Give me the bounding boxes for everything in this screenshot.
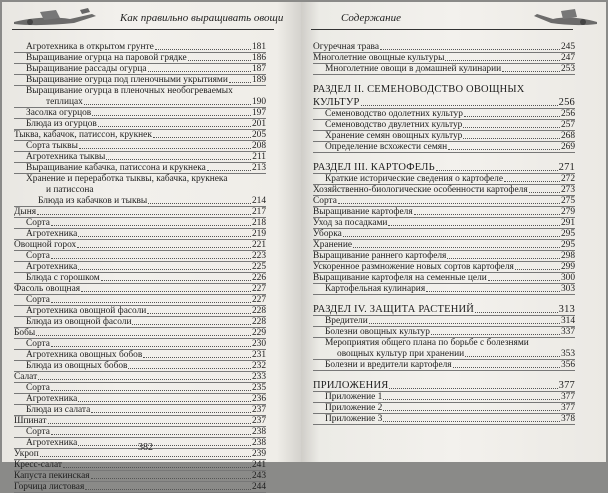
toc-entry-title: Блюда из овощной фасоли bbox=[26, 317, 132, 327]
toc-entry-page: 238 bbox=[251, 438, 266, 448]
toc-entry-title: Ускоренное размножение новых сортов картофеля bbox=[313, 262, 514, 272]
toc-entry-page: 337 bbox=[560, 327, 575, 337]
dot-leader bbox=[502, 71, 560, 72]
toc-entry-title: Хранение bbox=[313, 240, 352, 250]
dot-leader bbox=[48, 423, 251, 424]
header-rule bbox=[311, 29, 573, 30]
dot-leader bbox=[353, 247, 560, 248]
toc-entry-title: Овощной горох bbox=[14, 240, 77, 250]
dot-leader bbox=[426, 291, 560, 292]
toc-entry-page: 201 bbox=[251, 119, 266, 129]
dot-leader bbox=[128, 368, 250, 369]
dot-leader bbox=[188, 60, 251, 61]
toc-entry-page: 295 bbox=[560, 229, 575, 239]
dot-leader bbox=[383, 421, 560, 422]
toc-entry bbox=[313, 262, 575, 273]
toc-entry-page: 291 bbox=[560, 218, 575, 228]
toc-entry-page: 186 bbox=[251, 53, 266, 63]
dot-leader bbox=[153, 137, 251, 138]
toc-entry-page: 226 bbox=[251, 273, 266, 283]
page-number: 382 bbox=[138, 442, 153, 453]
toc-entry bbox=[14, 405, 266, 416]
dot-leader bbox=[155, 49, 251, 50]
toc-entry-title: Выращивание картофеля bbox=[313, 207, 413, 217]
section-gap bbox=[313, 295, 575, 303]
toc-entry bbox=[14, 416, 266, 427]
dot-leader bbox=[77, 247, 251, 248]
toc-entry bbox=[313, 185, 575, 196]
toc-entry-page: 219 bbox=[251, 229, 266, 239]
toc-entry bbox=[313, 174, 575, 185]
toc-entry bbox=[14, 207, 266, 218]
dot-leader bbox=[504, 181, 560, 182]
toc-entry-page: 232 bbox=[251, 361, 266, 371]
dot-leader bbox=[488, 280, 560, 281]
toc-entry-page: 298 bbox=[560, 251, 575, 261]
toc-entry bbox=[313, 414, 575, 425]
toc-entry bbox=[313, 240, 575, 251]
toc-entry-page: 275 bbox=[560, 196, 575, 206]
toc-entry-title: РАЗДЕЛ II. СЕМЕНОВОДСТВО ОВОЩНЫХ bbox=[313, 84, 525, 95]
toc-entry-page: 268 bbox=[560, 131, 575, 141]
dot-leader bbox=[529, 192, 560, 193]
toc-entry bbox=[14, 284, 266, 295]
dot-leader bbox=[383, 399, 560, 400]
toc-entry-page: 205 bbox=[251, 130, 266, 140]
toc-entry-title: Приложение 2 bbox=[325, 403, 383, 413]
toc-entry-page: 377 bbox=[560, 403, 575, 413]
toc-entry bbox=[14, 229, 266, 240]
toc-entry-title: Хранение и переработка тыквы, кабачка, крукнека bbox=[26, 174, 228, 184]
toc-entry bbox=[313, 392, 575, 403]
dot-leader bbox=[91, 478, 251, 479]
dot-leader bbox=[51, 346, 251, 347]
toc-entry-page: 245 bbox=[560, 42, 575, 52]
toc-entry-title: Блюда из кабачков и тыквы bbox=[38, 196, 148, 206]
toc-entry bbox=[14, 471, 266, 482]
toc-entry-title: овощных культур при хранении bbox=[337, 349, 465, 359]
toc-entry-title: Сорта bbox=[26, 295, 50, 305]
toc-entry-page: 237 bbox=[251, 405, 266, 415]
section-gap bbox=[313, 75, 575, 83]
toc-entry-title: Кресс-салат bbox=[14, 460, 62, 470]
toc-entry-page: 227 bbox=[251, 284, 266, 294]
section-gap bbox=[313, 371, 575, 379]
right-page bbox=[301, 2, 606, 462]
toc-entry-page: 221 bbox=[251, 240, 266, 250]
toc-entry-title: Приложение 3 bbox=[325, 414, 383, 424]
toc-entry-title: Блюда из салата bbox=[26, 405, 91, 415]
toc-entry-title: РАЗДЕЛ III. КАРТОФЕЛЬ bbox=[313, 162, 435, 173]
dot-leader bbox=[132, 324, 250, 325]
dot-leader bbox=[388, 225, 560, 226]
toc-entry-page: 214 bbox=[251, 196, 266, 206]
dot-leader bbox=[229, 82, 251, 83]
toc-entry-page: 295 bbox=[560, 240, 575, 250]
toc-entry bbox=[14, 108, 266, 119]
toc-entry bbox=[14, 460, 266, 471]
toc-entry-title: Агротехника bbox=[26, 394, 78, 404]
toc-entry-title: Хранение семян овощных культур bbox=[325, 131, 463, 141]
toc-entry bbox=[14, 75, 266, 86]
dot-leader bbox=[81, 291, 251, 292]
dot-leader bbox=[51, 390, 251, 391]
dot-leader bbox=[78, 401, 251, 402]
toc-list-left bbox=[14, 42, 266, 493]
toc-entry bbox=[14, 482, 266, 493]
dot-leader bbox=[463, 127, 560, 128]
dot-leader bbox=[389, 388, 557, 389]
toc-entry bbox=[14, 86, 266, 97]
toc-section-heading bbox=[313, 303, 575, 316]
toc-entry bbox=[313, 316, 575, 327]
toc-entry-title: Шпинат bbox=[14, 416, 47, 426]
toc-entry-page: 314 bbox=[560, 316, 575, 326]
toc-entry bbox=[14, 273, 266, 284]
dot-leader bbox=[78, 269, 251, 270]
dot-leader bbox=[383, 410, 560, 411]
toc-entry bbox=[313, 64, 575, 75]
toc-entry-title: Блюда из овощных бобов bbox=[26, 361, 128, 371]
toc-entry bbox=[313, 403, 575, 414]
toc-entry bbox=[313, 327, 575, 338]
toc-entry-page: 299 bbox=[560, 262, 575, 272]
toc-entry bbox=[313, 349, 575, 360]
toc-entry bbox=[14, 350, 266, 361]
toc-entry-page: 356 bbox=[560, 360, 575, 370]
toc-entry-page: 377 bbox=[560, 392, 575, 402]
dot-leader bbox=[91, 412, 251, 413]
toc-entry bbox=[313, 360, 575, 371]
dot-leader bbox=[37, 214, 251, 215]
toc-entry-page: 256 bbox=[560, 109, 575, 119]
dot-leader bbox=[436, 170, 558, 171]
toc-entry-title: Блюда с горошком bbox=[26, 273, 100, 283]
toc-entry-title: Сорта bbox=[26, 339, 50, 349]
dot-leader bbox=[51, 225, 251, 226]
toc-entry-title: Капуста пекинская bbox=[14, 471, 90, 481]
toc-entry-page: 300 bbox=[560, 273, 575, 283]
toc-entry-title: Мероприятия общего плана по борьбе с болезнями bbox=[325, 338, 529, 348]
toc-entry-page: 213 bbox=[251, 163, 266, 173]
toc-entry bbox=[313, 338, 575, 349]
dot-leader bbox=[36, 335, 251, 336]
toc-entry-title: КУЛЬТУР bbox=[313, 97, 360, 108]
dot-leader bbox=[79, 148, 251, 149]
plough-ornament-icon bbox=[10, 6, 110, 28]
toc-entry-title: ПРИЛОЖЕНИЯ bbox=[313, 380, 389, 391]
toc-entry-title: теплицах bbox=[46, 97, 83, 107]
toc-entry-title: Болезни и вредители картофеля bbox=[325, 360, 452, 370]
dot-leader bbox=[207, 170, 251, 171]
toc-entry-page: 235 bbox=[251, 383, 266, 393]
toc-entry bbox=[313, 120, 575, 131]
dot-leader bbox=[463, 138, 560, 139]
toc-entry-page: 217 bbox=[251, 207, 266, 217]
toc-entry-title: Многолетние овощные культуры bbox=[313, 53, 445, 63]
dot-leader bbox=[380, 49, 560, 50]
toc-entry-title: Вредители bbox=[325, 316, 368, 326]
dot-leader bbox=[369, 323, 560, 324]
toc-entry-page: 377 bbox=[558, 380, 575, 391]
toc-entry-page: 233 bbox=[251, 372, 266, 382]
toc-entry-title: Уборка bbox=[313, 229, 342, 239]
toc-entry-page: 257 bbox=[560, 120, 575, 130]
toc-entry-page: 272 bbox=[560, 174, 575, 184]
toc-entry-page: 303 bbox=[560, 284, 575, 294]
running-head: Как правильно выращивать овощи bbox=[120, 12, 284, 24]
dot-leader bbox=[98, 126, 251, 127]
toc-entry-title: Выращивание огурца под пленочными укрытиями bbox=[26, 75, 228, 85]
toc-entry-page: 231 bbox=[251, 350, 266, 360]
toc-entry-page: 229 bbox=[251, 328, 266, 338]
toc-entry-title: Бобы bbox=[14, 328, 36, 338]
toc-entry bbox=[14, 196, 266, 207]
toc-entry-page: 228 bbox=[251, 317, 266, 327]
toc-entry bbox=[313, 229, 575, 240]
toc-entry bbox=[313, 196, 575, 207]
toc-entry-title: РАЗДЕЛ IV. ЗАЩИТА РАСТЕНИЙ bbox=[313, 304, 475, 315]
toc-entry-title: Семеноводство одолетних культур bbox=[325, 109, 463, 119]
dot-leader bbox=[453, 367, 560, 368]
toc-entry-title: Выращивание огурца на паровой грядке bbox=[26, 53, 187, 63]
toc-entry bbox=[14, 240, 266, 251]
toc-entry bbox=[313, 273, 575, 284]
toc-entry bbox=[14, 262, 266, 273]
toc-entry-page: 218 bbox=[251, 218, 266, 228]
toc-entry bbox=[14, 53, 266, 64]
dot-leader bbox=[85, 489, 251, 490]
toc-entry-page: 313 bbox=[558, 304, 575, 315]
dot-leader bbox=[338, 203, 560, 204]
dot-leader bbox=[414, 214, 560, 215]
toc-entry-title: Сорта bbox=[26, 427, 50, 437]
dot-leader bbox=[475, 312, 558, 313]
running-head: Содержание bbox=[341, 12, 402, 24]
toc-entry-page: 269 bbox=[560, 142, 575, 152]
dot-leader bbox=[147, 313, 251, 314]
toc-entry-page: 237 bbox=[251, 416, 266, 426]
toc-entry-title: Укроп bbox=[14, 449, 39, 459]
section-gap bbox=[313, 153, 575, 161]
toc-entry bbox=[14, 185, 266, 196]
toc-entry-title: Агротехника овощной фасоли bbox=[26, 306, 147, 316]
toc-entry-page: 378 bbox=[560, 414, 575, 424]
toc-entry-page: 241 bbox=[251, 460, 266, 470]
dot-leader bbox=[447, 258, 560, 259]
dot-leader bbox=[448, 149, 560, 150]
toc-entry-title: Агротехника bbox=[26, 229, 78, 239]
toc-entry-title: Выращивание картофеля на семенные цели bbox=[313, 273, 487, 283]
toc-entry bbox=[14, 306, 266, 317]
toc-entry-title: Выращивание кабачка, патиссона и крукнека bbox=[26, 163, 206, 173]
dot-leader bbox=[51, 434, 251, 435]
plough-ornament-icon bbox=[531, 6, 601, 28]
dot-leader bbox=[51, 258, 251, 259]
toc-entry-page: 187 bbox=[251, 64, 266, 74]
toc-entry-title: Агротехника в открытом грунте bbox=[26, 42, 154, 52]
toc-entry bbox=[14, 339, 266, 350]
toc-entry-page: 189 bbox=[251, 75, 266, 85]
toc-entry-title: Агротехника bbox=[26, 262, 78, 272]
dot-leader bbox=[84, 104, 251, 105]
dot-leader bbox=[465, 356, 560, 357]
toc-entry-page: 273 bbox=[560, 185, 575, 195]
toc-entry bbox=[14, 295, 266, 306]
toc-entry-title: Агротехника тыквы bbox=[26, 152, 106, 162]
toc-entry-title: Блюда из огурцов bbox=[26, 119, 97, 129]
toc-entry-page: 239 bbox=[251, 449, 266, 459]
toc-entry-title: Выращивание рассады огурца bbox=[26, 64, 147, 74]
dot-leader bbox=[63, 467, 251, 468]
toc-entry-page: 228 bbox=[251, 306, 266, 316]
toc-section-heading bbox=[313, 379, 575, 392]
toc-entry bbox=[14, 317, 266, 328]
toc-entry-title: Уход за посадками bbox=[313, 218, 388, 228]
toc-list-right bbox=[313, 42, 575, 425]
toc-entry bbox=[313, 53, 575, 64]
toc-entry-page: 236 bbox=[251, 394, 266, 404]
toc-entry bbox=[14, 174, 266, 185]
toc-entry bbox=[14, 251, 266, 262]
toc-section-heading bbox=[313, 83, 575, 96]
toc-entry-title: Сорта bbox=[313, 196, 337, 206]
toc-entry bbox=[313, 131, 575, 142]
toc-entry-title: Хозяйственно-биологические особенности картофеля bbox=[313, 185, 528, 195]
toc-entry-title: Огуречная трава bbox=[313, 42, 379, 52]
toc-entry bbox=[14, 372, 266, 383]
toc-entry-page: 211 bbox=[252, 152, 266, 162]
toc-entry-page: 227 bbox=[251, 295, 266, 305]
dot-leader bbox=[445, 60, 560, 61]
toc-entry-page: 208 bbox=[251, 141, 266, 151]
toc-entry bbox=[14, 97, 266, 108]
toc-entry bbox=[14, 119, 266, 130]
toc-entry-page: 225 bbox=[251, 262, 266, 272]
toc-entry-title: Агротехника bbox=[26, 438, 78, 448]
dot-leader bbox=[464, 116, 560, 117]
toc-entry-title: Сорта bbox=[26, 383, 50, 393]
toc-entry bbox=[14, 163, 266, 174]
toc-entry bbox=[313, 251, 575, 262]
dot-leader bbox=[515, 269, 560, 270]
toc-entry-page: 230 bbox=[251, 339, 266, 349]
header-rule bbox=[12, 29, 274, 30]
toc-entry-title: Дыня bbox=[14, 207, 37, 217]
toc-entry bbox=[313, 42, 575, 53]
toc-entry-page: 223 bbox=[251, 251, 266, 261]
dot-leader bbox=[101, 280, 251, 281]
left-page bbox=[2, 2, 301, 492]
toc-section-heading bbox=[313, 161, 575, 174]
dot-leader bbox=[78, 236, 251, 237]
toc-entry-title: Многолетние овощи в домашней кулинарии bbox=[325, 64, 502, 74]
toc-entry bbox=[14, 42, 266, 53]
toc-entry-page: 247 bbox=[560, 53, 575, 63]
toc-entry-title: Приложение 1 bbox=[325, 392, 383, 402]
dot-leader bbox=[92, 115, 251, 116]
toc-entry-title: Болезни овощных культур bbox=[325, 327, 430, 337]
toc-entry-title: Семеноводство двулетних культур bbox=[325, 120, 463, 130]
dot-leader bbox=[106, 159, 251, 160]
toc-entry bbox=[14, 394, 266, 405]
dot-leader bbox=[38, 379, 251, 380]
dot-leader bbox=[51, 302, 251, 303]
toc-entry bbox=[14, 361, 266, 372]
dot-leader bbox=[40, 456, 251, 457]
toc-entry-title: Сорта bbox=[26, 218, 50, 228]
toc-entry-title: Краткие исторические сведения о картофеле bbox=[325, 174, 504, 184]
dot-leader bbox=[361, 105, 558, 106]
toc-entry-page: 190 bbox=[251, 97, 266, 107]
toc-entry-page: 353 bbox=[560, 349, 575, 359]
toc-entry-page: 279 bbox=[560, 207, 575, 217]
toc-entry bbox=[14, 427, 266, 438]
toc-entry-title: Фасоль овощная bbox=[14, 284, 81, 294]
toc-entry bbox=[14, 218, 266, 229]
toc-entry-title: Горчица листовая bbox=[14, 482, 85, 492]
toc-entry-page: 243 bbox=[251, 471, 266, 481]
toc-entry bbox=[313, 142, 575, 153]
toc-entry-title: Выращивание огурца в пленочных необогреваемых bbox=[26, 86, 233, 96]
toc-entry-page: 271 bbox=[558, 162, 575, 173]
toc-entry bbox=[313, 207, 575, 218]
toc-entry-title: Агротехника овощных бобов bbox=[26, 350, 143, 360]
toc-entry-page: 197 bbox=[251, 108, 266, 118]
toc-entry-title: Определение всхожести семян bbox=[325, 142, 448, 152]
toc-entry-title: Салат bbox=[14, 372, 38, 382]
toc-entry-title: Тыква, кабачок, патиссон, крукнек bbox=[14, 130, 152, 140]
toc-entry bbox=[14, 328, 266, 339]
toc-entry bbox=[14, 383, 266, 394]
toc-entry bbox=[313, 284, 575, 295]
dot-leader bbox=[143, 357, 251, 358]
toc-entry-title: и патиссона bbox=[46, 185, 94, 195]
toc-entry bbox=[313, 109, 575, 120]
dot-leader bbox=[148, 203, 251, 204]
toc-entry-page: 253 bbox=[560, 64, 575, 74]
toc-entry-title: Сорта bbox=[26, 251, 50, 261]
toc-entry-title: Картофельная кулинария bbox=[325, 284, 426, 294]
toc-entry-page: 238 bbox=[251, 427, 266, 437]
toc-entry-page: 244 bbox=[251, 482, 266, 492]
dot-leader bbox=[148, 71, 251, 72]
dot-leader bbox=[78, 445, 251, 446]
toc-section-heading bbox=[313, 96, 575, 109]
toc-entry-page: 181 bbox=[251, 42, 266, 52]
toc-entry bbox=[313, 218, 575, 229]
toc-entry bbox=[14, 141, 266, 152]
toc-entry bbox=[14, 64, 266, 75]
toc-entry-page: 256 bbox=[558, 97, 575, 108]
dot-leader bbox=[431, 334, 560, 335]
toc-entry bbox=[14, 152, 266, 163]
dot-leader bbox=[343, 236, 560, 237]
toc-entry-title: Засолка огурцов bbox=[26, 108, 92, 118]
toc-entry bbox=[14, 130, 266, 141]
toc-entry-title: Сорта тыквы bbox=[26, 141, 78, 151]
toc-entry-title: Выращивание раннего картофеля bbox=[313, 251, 447, 261]
